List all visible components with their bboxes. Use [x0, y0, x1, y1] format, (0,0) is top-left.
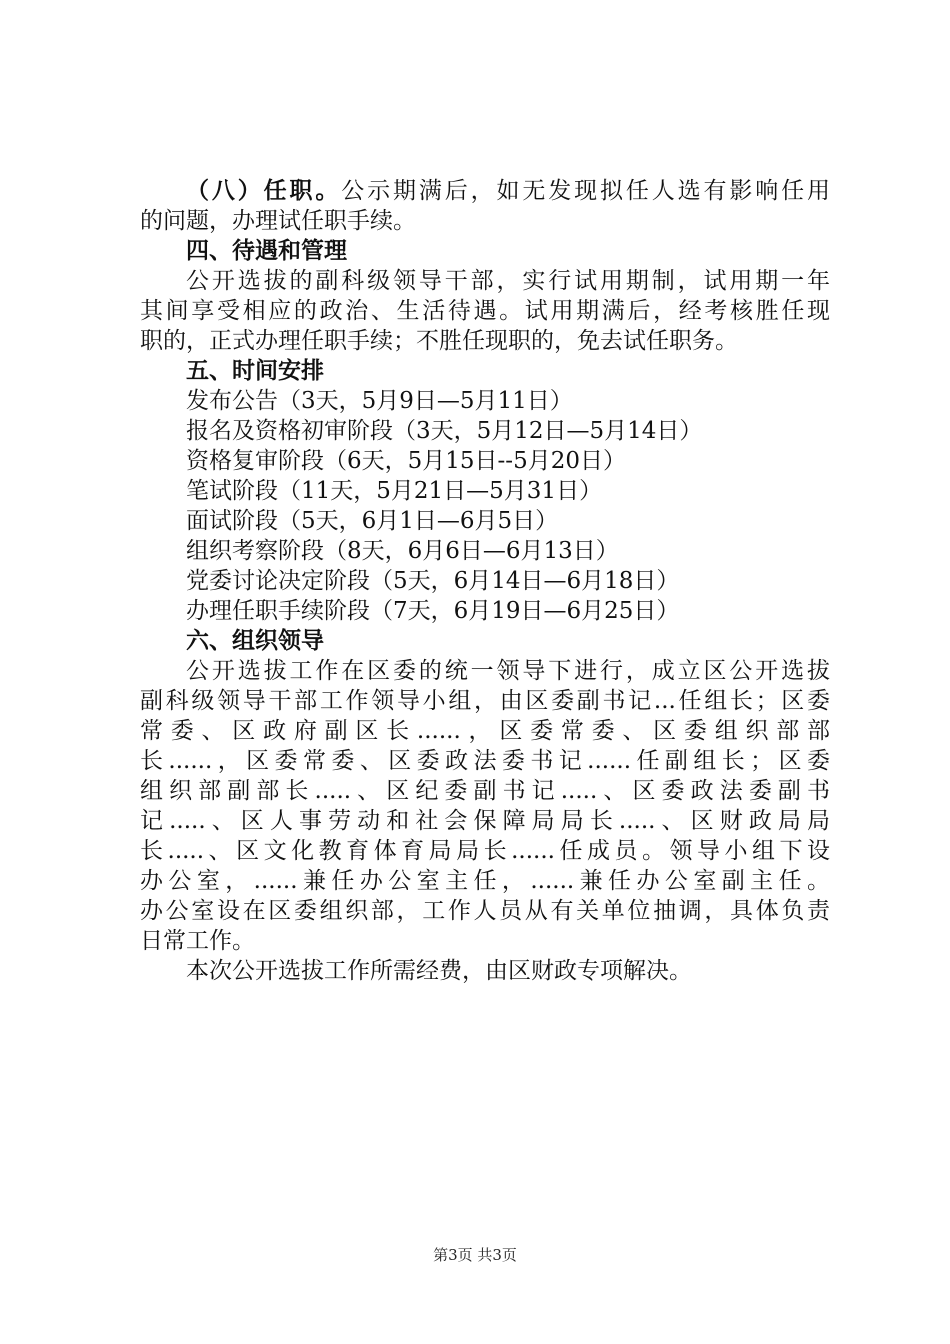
section-6-line: 组织部副部长.....、区纪委副书记.....、区委政法委副书	[140, 778, 830, 804]
document-body	[140, 176, 830, 986]
schedule-item: 笔试阶段（11天，5月21日—5月31日）	[186, 478, 603, 504]
schedule-item: 面试阶段（5天，6月1日—6月5日）	[186, 508, 559, 534]
schedule-item: 党委讨论决定阶段（5天，6月14日—6月18日）	[186, 568, 680, 594]
section-5-heading: 五、时间安排	[186, 358, 324, 384]
section-4-heading: 四、待遇和管理	[186, 238, 347, 264]
schedule-item: 报名及资格初审阶段（3天，5月12日—5月14日）	[186, 418, 703, 444]
section-4-line-3: 职的，正式办理任职手续；不胜任现职的，免去试任职务。	[140, 328, 738, 354]
section-8-heading: （八）任职。	[186, 178, 342, 204]
section-8-line-1	[140, 176, 830, 206]
schedule-item: 发布公告（3天，5月9日—5月11日）	[186, 388, 573, 414]
section-6-line: 办公室设在区委组织部，工作人员从有关单位抽调，具体负责	[140, 898, 830, 924]
section-6-line: 副科级领导干部工作领导小组，由区委副书记...任组长；区委	[140, 688, 830, 714]
page-footer: 第3页 共3页	[433, 1246, 517, 1264]
section-6-line: 办公室，......兼任办公室主任，......兼任办公室副主任。	[140, 868, 830, 894]
section-8-line-2: 的问题，办理试任职手续。	[140, 208, 416, 234]
section-6-line: 日常工作。	[140, 928, 255, 954]
section-6-line: 长......，区委常委、区委政法委书记......任副组长；区委	[140, 748, 830, 774]
section-6-line: 长.....、区文化教育体育局局长......任成员。领导小组下设	[140, 838, 830, 864]
section-4-line-1: 公开选拔的副科级领导干部，实行试用期制，试用期一年	[186, 268, 830, 294]
section-6-line: 常委、区政府副区长......，区委常委、区委组织部部	[140, 718, 830, 744]
section-6-line: 公开选拔工作在区委的统一领导下进行，成立区公开选拔	[186, 658, 830, 684]
schedule-item: 资格复审阶段（6天，5月15日--5月20日）	[186, 448, 626, 474]
section-4-line-2: 其间享受相应的政治、生活待遇。试用期满后，经考核胜任现	[140, 298, 830, 324]
section-8-text: 公示期满后，如无发现拟任人选有影响任用	[341, 178, 830, 204]
section-6-heading: 六、组织领导	[186, 628, 324, 654]
section-6-line: 记.....、区人事劳动和社会保障局局长.....、区财政局局	[140, 808, 830, 834]
schedule-item: 组织考察阶段（8天，6月6日—6月13日）	[186, 538, 619, 564]
schedule-item: 办理任职手续阶段（7天，6月19日—6月25日）	[186, 598, 680, 624]
section-6-final-line: 本次公开选拔工作所需经费，由区财政专项解决。	[186, 958, 692, 984]
